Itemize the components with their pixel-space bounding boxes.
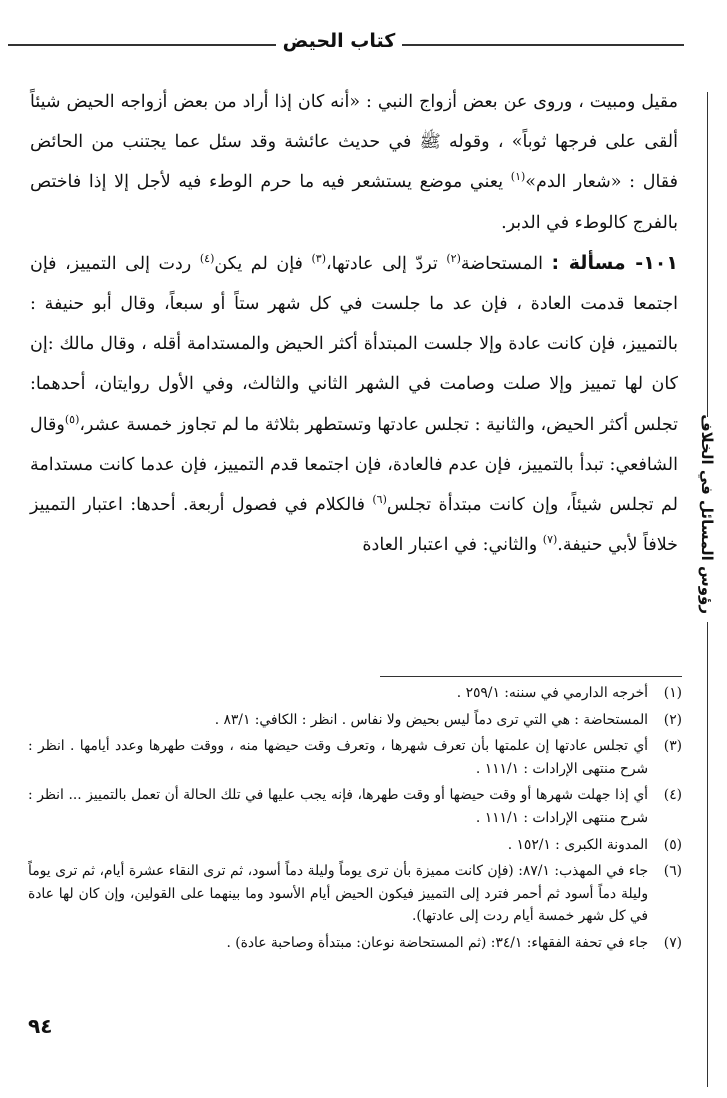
- main-text: [30, 82, 678, 565]
- issue-number-label: ١٠١- مسألة :: [551, 251, 678, 274]
- footnote: (١) أخرجه الدارمي في سننه: ٢٥٩/١ .: [456, 685, 682, 701]
- footnote-ref-7: (٧): [542, 533, 558, 547]
- header-rule-left: [8, 44, 276, 46]
- page-number: ٩٤: [28, 1014, 53, 1038]
- footnotes: [28, 682, 682, 959]
- side-rule-top: [707, 92, 708, 417]
- footnote-ref-3: (٣): [311, 251, 327, 265]
- footnote: (٣) أي تجلس عادتها إن علمتها بأن تعرف شهرها ، وتعرف وقت حيضها منه ، ووقت طهرها وعدد أيامها . انظر : شرح منتهى الإرادات : ١١١/١ .: [28, 738, 682, 777]
- footnote-ref-2: (٢): [446, 251, 461, 265]
- footnote-ref-6: (٦): [372, 493, 387, 507]
- footnote: (٥) المدونة الكبرى : ١٥٢/١ .: [507, 836, 682, 853]
- paragraph-issue-101: ١٠١- مسألة : المستحاضة$^{(٢)}$ تردّ إلى عادتها،$^{(٣)}$ فإن لم يكن$^{(٤)}$ ردت إلى التمييز، فإن اجتمعا قدمت العادة ، فإن عد ما جلست في كل شهر ستاً أو سبعاً، وقال أبو حنيفة : بالتمييز، فإن كانت عادة وإلا جلست المبتدأة أكثر الحيض والمستدامة أقله ، وقال مالك :إن كان لها تمييز وإلا صلت وصامت في الشهر الثاني والثالث، وفي الأول روايتان، أحدهما: تجلس أكثر الحيض، والثانية : تجلس عادتها وتستطهر بثلاثة ما لم تجاوز خمسة عشر،$^{(٥)}$وقال الشافعي: تبدأ بالتمييز، فإن عدم فالعادة، فإن اجتمعا قدم التمييز، فإن عدما كانت مستدامة لم تجلس شيئاً، وإن كانت مبتدأة تجلس$^{(٦)}$ فالكلام في فصول أربعة. أحدها: اعتبار التمييز خلافاً لأبي حنيفة.$^{(٧)}$ والثاني: في اعتبار العادة: [30, 251, 678, 556]
- side-rule-bottom: [707, 622, 708, 1087]
- footnote-ref-5: (٥): [64, 412, 80, 426]
- footnote-ref-4: (٤): [199, 251, 215, 265]
- footnote: (٢) المستحاضة : هي التي ترى دماً ليس بحيض ولا نفاس . انظر : الكافي: ٨٣/١ .: [214, 711, 682, 728]
- running-header-title: كتاب الحيض: [282, 30, 396, 52]
- footnote: (٦) جاء في المهذب: ٨٧/١: (فإن كانت مميزة بأن ترى يوماً وليلة دماً أسود، ثم ترى النقاء عشرة أيام، ثم ترى يوماً وليلة دماً أسود ثم أحمر فترد إلى التمييز فيكون الحيض أيام الأسود وما بينهما على القولين، وإن كان لها عادة في كل شهر خمسة أيام ردت إلى عادتها).: [28, 863, 682, 925]
- side-running-title: رؤوس المسائل في الخلاف: [698, 414, 716, 614]
- footnote-separator: [380, 676, 682, 677]
- paragraph-intro: مقيل ومبيت ، وروى عن بعض أزواج النبي : «أنه كان إذا أراد من بعض أزواجه الحيض شيئاً ألقى على فرجها ثوباً» ، وقوله ﷺ في حديث عائشة وقد سئل عما يجتنب من الحائض فقال : «شعار الدم»$^{(١)}$ يعني موضع يستشعر فيه ما حرم الوطء فيه لأجل إلا إذا فاختص بالفرج كالوطء في الدبر.: [30, 92, 678, 233]
- side-title-box: [692, 414, 722, 614]
- footnote: (٤) أي إذا جهلت شهرها أو وقت حيضها أو وقت طهرها، فإنه يجب عليها في تلك الحالة أن تعمل بالتمييز ... انظر : شرح منتهى الإرادات : ١١١/١ .: [28, 787, 682, 826]
- footnote: (٧) جاء في تحفة الفقهاء: ٣٤/١: (ثم المستحاضة نوعان: مبتدأة وصاحبة عادة) .: [226, 934, 682, 951]
- footnote-ref-1: (١): [510, 170, 526, 184]
- header-rule-right: [402, 44, 684, 46]
